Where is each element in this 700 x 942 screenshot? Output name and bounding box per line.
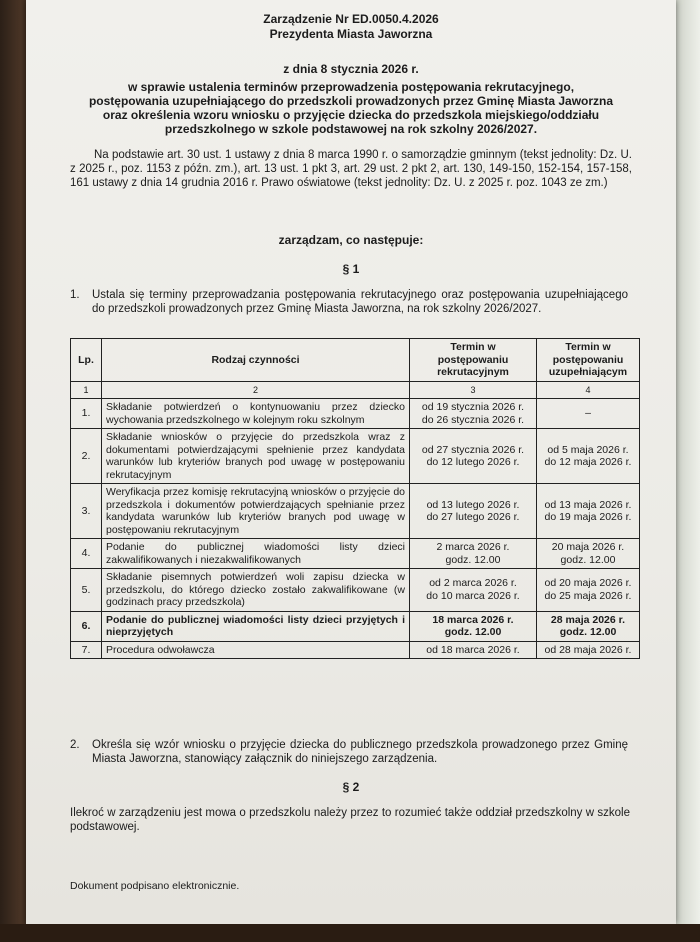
point-1	[26, 288, 676, 316]
row-recruitment-term	[410, 539, 537, 569]
document-header	[26, 12, 676, 76]
term-start: od 5 maja 2026 r.	[547, 443, 629, 456]
term-start: 18 marca 2026 r.	[432, 613, 514, 626]
term-start: od 28 maja 2026 r.	[544, 643, 632, 656]
document-title: Zarządzenie Nr ED.0050.4.2026	[263, 12, 439, 26]
table-row	[71, 399, 640, 429]
row-lp: 5.	[71, 569, 102, 612]
term-end: do 26 stycznia 2026 r.	[421, 413, 525, 426]
table-row	[71, 539, 640, 569]
term-end: godz. 12.00	[559, 626, 617, 638]
term-start: od 2 marca 2026 r.	[429, 577, 517, 590]
table-row	[71, 611, 640, 641]
row-recruitment-term	[410, 611, 537, 641]
row-activity: Składanie pisemnych potwierdzeń woli zapisu dziecka w przedszkolu, do którego dziecko zostało zakwalifikowane (w godzinach pracy przedszkola)	[102, 569, 410, 612]
row-lp: 7.	[71, 641, 102, 659]
row-recruitment-term	[410, 484, 537, 539]
point-2	[26, 738, 676, 766]
subject-line-2: postępowania uzupełniającego do przedszkoli prowadzonych przez Gminę Miasta Jaworzna	[88, 94, 614, 108]
term-end: do 25 maja 2026 r.	[544, 589, 632, 602]
row-recruitment-term	[410, 569, 537, 612]
section-1-heading: § 1	[342, 262, 360, 276]
row-recruitment-term	[410, 641, 537, 659]
term-end: do 10 marca 2026 r.	[426, 589, 520, 602]
document-page	[26, 0, 676, 924]
point-1-number: 1.	[70, 289, 80, 301]
document-date: z dnia 8 stycznia 2026 r.	[283, 62, 419, 76]
point-2-number: 2.	[70, 739, 80, 751]
column-number-row	[71, 381, 640, 399]
row-lp: 3.	[71, 484, 102, 539]
term-start: od 19 stycznia 2026 r.	[421, 401, 525, 413]
section-2-heading: § 2	[342, 780, 360, 794]
row-lp: 1.	[71, 399, 102, 429]
document-issuer: Prezydenta Miasta Jaworzna	[269, 27, 433, 41]
schedule-table	[70, 338, 640, 659]
column-number: 3	[410, 381, 537, 399]
column-number: 2	[102, 381, 410, 399]
term-end: do 27 lutego 2026 r.	[426, 511, 520, 523]
row-lp: 2.	[71, 429, 102, 484]
row-supplementary-term	[537, 399, 640, 429]
wall-strip	[676, 0, 700, 942]
term-end: do 19 maja 2026 r.	[544, 511, 632, 523]
term-end: godz. 12.00	[560, 553, 616, 566]
header-activity: Rodzaj czynności	[102, 339, 410, 382]
term-start: od 20 maja 2026 r.	[544, 577, 632, 590]
row-supplementary-term	[537, 429, 640, 484]
row-supplementary-term	[537, 641, 640, 659]
decree-phrase: zarządzam, co następuje:	[278, 233, 424, 247]
row-recruitment-term	[410, 429, 537, 484]
document-subject	[36, 80, 666, 136]
header-recruitment-term: Termin w postępowaniu rekrutacyjnym	[410, 339, 537, 382]
row-supplementary-term	[537, 611, 640, 641]
row-supplementary-term	[537, 484, 640, 539]
term-end: godz. 12.00	[444, 626, 502, 638]
row-supplementary-term	[537, 569, 640, 612]
row-activity: Podanie do publicznej wiadomości listy dzieci przyjętych i nieprzyjętych	[102, 611, 410, 641]
subject-line-1: w sprawie ustalenia terminów przeprowadzenia postępowania rekrutacyjnego,	[127, 80, 575, 94]
row-lp: 6.	[71, 611, 102, 641]
table-header-row	[71, 339, 640, 382]
row-recruitment-term	[410, 399, 537, 429]
subject-line-3: oraz określenia wzoru wniosku o przyjęcie dziecka do przedszkola miejskiego/oddziału	[102, 108, 600, 122]
row-activity: Procedura odwoławcza	[102, 641, 410, 659]
row-activity: Weryfikacja przez komisję rekrutacyjną wniosków o przyjęcie do przedszkola i dokumentów potwierdzających spełnianie przez kandydata warunków lub kryteriów branych pod uwagę w postępowaniu rekrutacyjnym	[102, 484, 410, 539]
term-end: do 12 maja 2026 r.	[544, 456, 632, 468]
row-activity: Składanie wniosków o przyjęcie do przedszkola wraz z dokumentami potwierdzającymi spełnienie przez kandydata warunków lub kryteriów branych pod uwagę w postępowaniu rekrutacyjnym	[102, 429, 410, 484]
term-start: 2 marca 2026 r.	[436, 541, 510, 553]
header-lp: Lp.	[71, 339, 102, 382]
row-activity: Podanie do publicznej wiadomości listy dzieci zakwalifikowanych i niezakwalifikowanych	[102, 539, 410, 569]
table-row	[71, 429, 640, 484]
table-row	[71, 569, 640, 612]
term-start: –	[585, 407, 591, 420]
row-lp: 4.	[71, 539, 102, 569]
term-start: 28 maja 2026 r.	[550, 613, 626, 626]
column-number: 1	[71, 381, 102, 399]
term-end: do 12 lutego 2026 r.	[426, 456, 520, 468]
column-number: 4	[537, 381, 640, 399]
point-1-text: Ustala się terminy przeprowadzania postępowania rekrutacyjnego oraz postępowania uzupełniającego do przedszkoli prowadzonych przez Gminę Miasta Jaworzna, na rok szkolny 2026/2027.	[92, 289, 628, 315]
legal-basis: Na podstawie art. 30 ust. 1 ustawy z dnia 8 marca 1990 r. o samorządzie gminnym (tekst jednolity: Dz. U. z 2025 r., poz. 1153 z późn. zm.), art. 13 ust. 1 pkt 3, art. 29 ust. 2 pkt 2, art. 130, 149-150, 152-154, 157-158, 161 ustawy z dnia 14 grudnia 2016 r. Prawo oświatowe (tekst jednolity: Dz. U. z 2025 r. poz. 1043 ze zm.)	[70, 149, 632, 189]
section-2-text: Ilekroć w zarządzeniu jest mowa o przedszkolu należy przez to rozumieć także oddział przedszkolny w szkole podstawowej.	[70, 807, 630, 833]
term-end: godz. 12.00	[445, 553, 501, 566]
header-supplementary-term: Termin w postępowaniu uzupełniającym	[537, 339, 640, 382]
term-start: od 13 maja 2026 r.	[544, 498, 632, 511]
table-row	[71, 484, 640, 539]
table-edge	[0, 924, 700, 942]
term-start: od 18 marca 2026 r.	[426, 643, 520, 656]
subject-line-4: przedszkolnego w szkole podstawowej na rok szkolny 2026/2027.	[164, 122, 538, 136]
signature-note: Dokument podpisano elektronicznie.	[70, 880, 240, 892]
row-activity: Składanie potwierdzeń o kontynuowaniu przez dziecko wychowania przedszkolnego w kolejnym roku szkolnym	[102, 399, 410, 429]
term-start: od 13 lutego 2026 r.	[426, 498, 520, 511]
row-supplementary-term	[537, 539, 640, 569]
point-2-text: Określa się wzór wniosku o przyjęcie dziecka do publicznego przedszkola prowadzonego przez Gminę Miasta Jaworzna, stanowiący załącznik do niniejszego zarządzenia.	[92, 739, 628, 765]
term-start: 20 maja 2026 r.	[551, 541, 625, 553]
term-start: od 27 stycznia 2026 r.	[421, 443, 525, 456]
table-row	[71, 641, 640, 659]
